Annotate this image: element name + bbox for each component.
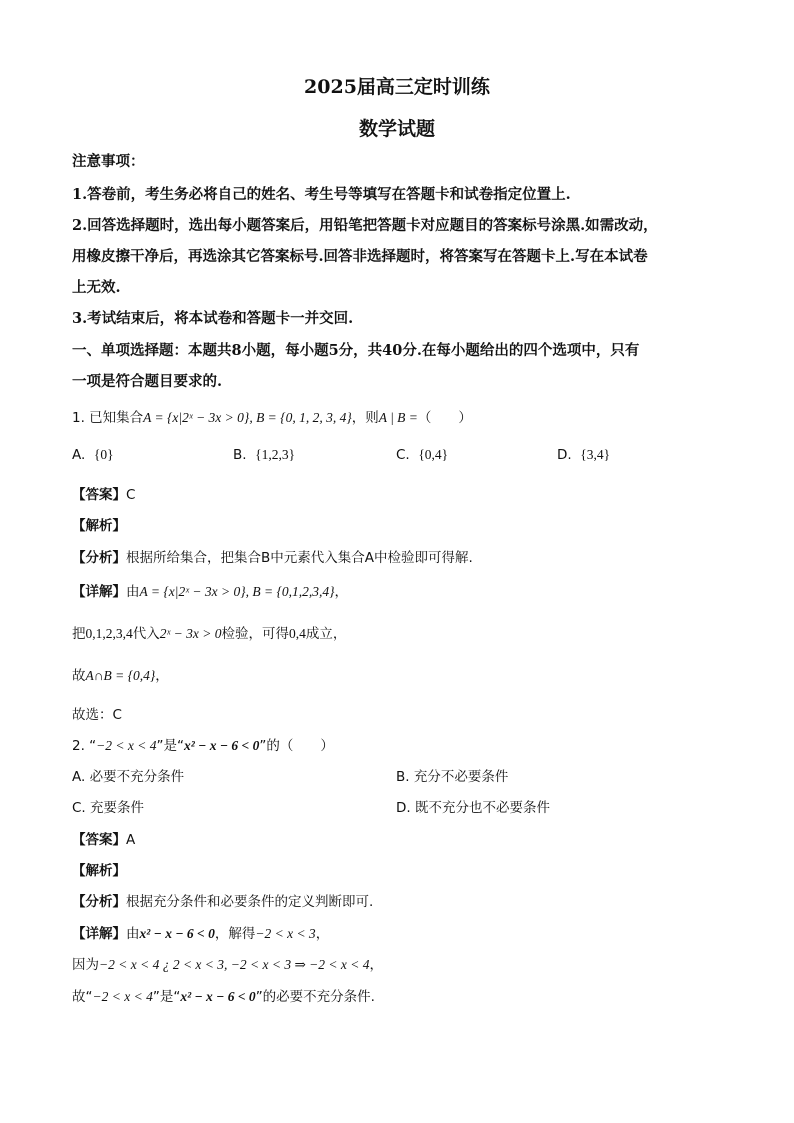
q1-choose: 故选：C	[72, 707, 122, 723]
notice-item-1: 1.答卷前，考生务必将自己的姓名、考生号等填写在答题卡和试卷指定位置上.	[72, 186, 571, 203]
q2-option-c: C. 充要条件	[72, 800, 145, 816]
exam-subtitle: 数学试题	[358, 118, 435, 140]
q1-set-b: , B = {0, 1, 2, 3, 4}	[249, 410, 352, 425]
q1-detail-1: 【详解】由A = {x|2ˣ − 3x > 0}, B = {0,1,2,3,4}，	[72, 584, 349, 600]
notice-item-2-line-2: 用橡皮擦干净后，再选涂其它答案标号.回答非选择题时，将答案写在答题卡上.写在本试卷	[72, 248, 648, 265]
q2-analysis-tag: 【解析】	[72, 863, 126, 879]
q1-option-d: D. {3,4}	[557, 447, 611, 463]
exam-title: 2025届高三定时训练	[304, 76, 490, 98]
q1-detail-2: 把0,1,2,3,4代入2ˣ − 3x > 0检验，可得0,4成立，	[72, 626, 347, 642]
question-2-stem: 2. “−2 < x < 4”是“x² − x − 6 < 0”的（ ）	[72, 738, 334, 754]
q2-detail-3: 故“−2 < x < 4”是“x² − x − 6 < 0”的必要不充分条件.	[72, 989, 375, 1005]
notice-item-2-line-3: 上无效.	[72, 279, 121, 296]
q1-paren: （ ）	[417, 410, 472, 426]
q2-option-b: B. 充分不必要条件	[396, 769, 509, 785]
q1-set-a: A = {x|2ˣ − 3x > 0}	[143, 410, 250, 425]
q2-answer: 【答案】A	[72, 832, 136, 848]
notice-item-3: 3.考试结束后，将本试卷和答题卡一并交回.	[72, 310, 354, 327]
notice-item-2-line-1: 2.回答选择题时，选出每小题答案后，用铅笔把答题卡对应题目的答案标号涂黑.如需改动，	[72, 217, 658, 234]
q2-fenxi: 【分析】根据充分条件和必要条件的定义判断即可.	[72, 894, 374, 910]
q1-prefix: 1. 已知集合	[72, 410, 144, 426]
q1-detail-3: 故A∩B = {0,4}，	[72, 668, 169, 684]
q1-analysis-tag: 【解析】	[72, 518, 126, 534]
q2-option-a: A. 必要不充分条件	[72, 769, 185, 785]
q1-option-c: C. {0,4}	[396, 447, 449, 463]
notice-heading: 注意事项：	[72, 153, 145, 170]
q2-detail-1: 【详解】由x² − x − 6 < 0，解得−2 < x < 3，	[72, 926, 330, 942]
q2-option-d: D. 既不充分也不必要条件	[396, 800, 550, 816]
q1-expr: A | B =	[378, 410, 418, 425]
question-1-stem	[72, 406, 472, 426]
q2-detail-2: 因为−2 < x < 4 ¿ 2 < x < 3, −2 < x < 3 ⇒ −2 < x < 4，	[72, 957, 383, 973]
q1-fenxi: 【分析】根据所给集合，把集合B中元素代入集合A中检验即可得解.	[72, 550, 473, 566]
q1-option-b: B. {1,2,3}	[233, 447, 296, 463]
q1-answer: 【答案】C	[72, 487, 136, 503]
q1-option-a: A. {0}	[72, 447, 114, 463]
section-heading-line-1: 一、单项选择题：本题共8小题，每小题5分，共40分.在每小题给出的四个选项中，只有	[72, 342, 640, 359]
section-heading-line-2: 一项是符合题目要求的.	[72, 373, 223, 390]
q1-mid: ，则	[351, 410, 379, 426]
